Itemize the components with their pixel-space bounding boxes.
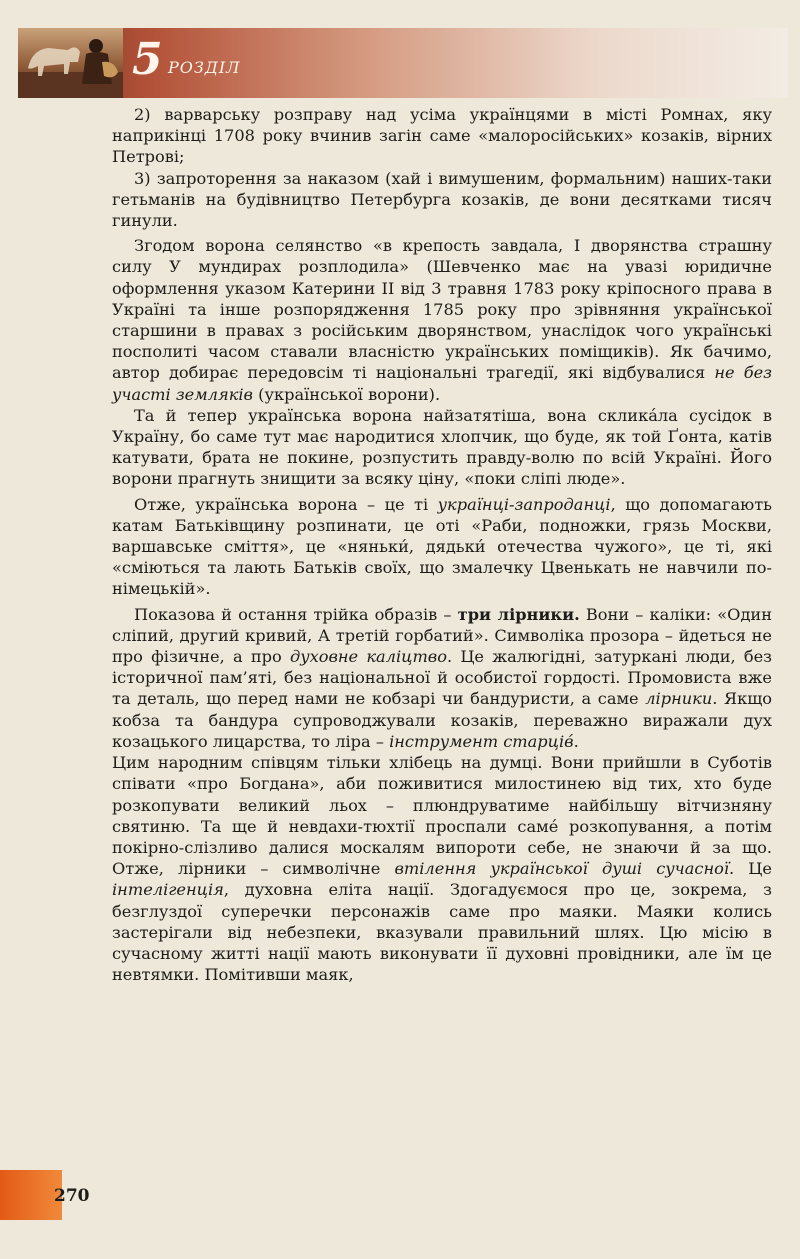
paragraph: [112, 604, 772, 752]
text-segment: 3) запроторення за наказом (хай і вимушеним, формальним) наших-таки гетьманів на будівництво Петербурга козаків, де вони десятками тисяч гинули.: [112, 168, 772, 231]
paragraph: [112, 235, 772, 405]
paragraph: [112, 752, 772, 985]
text-segment: інструмент старців́: [389, 731, 574, 751]
text-segment: Отже, українська ворона – це ті: [134, 494, 438, 514]
text-segment: три лірники.: [457, 604, 580, 624]
text-segment: втілення української душі сучасної: [394, 859, 730, 879]
text-segment: . Це жалюгідні, затуркані люди, без історичної пам’яті, без національної й особистої гордості. Промовиста вже та деталь, що перед нами не кобзарі чи бандуристи, а саме: [112, 647, 772, 709]
page-number: 270: [54, 1186, 90, 1206]
text-segment: духовне каліцтво: [289, 647, 447, 667]
chapter-header: [18, 28, 788, 98]
text-segment: лірники: [645, 689, 713, 709]
text-segment: (української ворони).: [252, 384, 441, 404]
text-segment: Цим народним співцям тільки хлібець на думці. Вони прийшли в Суботів співати «про Богдана», аби поживитися милостинею від тих, хто буде розкопувати великий льох – плюндруватиме найбільшу вітчизняну святиню. Та ще й невдахи-тюхтії проспали саме́ розкопування, а потім покірно-слізливо далися москалям випороти себе, не знаючи й за що. Отже, лірники – символічне: [112, 753, 772, 879]
text-segment: не без участі земляків: [112, 363, 773, 404]
paragraph: [112, 405, 772, 490]
body-text: [112, 104, 772, 985]
text-segment: Показова й остання трійка образів –: [134, 604, 458, 624]
paragraph: [112, 494, 772, 600]
text-segment: , духовна еліта нації. Здогадуємося про це, зокрема, з безглуздої суперечки персонажів саме про маяки. Маяки колись застерігали від небезпеки, вказували правильний шлях. Цю місію в сучасному житті нації мають виконувати її духовні провідники, але їм це невтямки. Помітивши маяк,: [112, 880, 772, 985]
text-segment: інтелігенція: [112, 880, 224, 900]
text-segment: . Це: [729, 859, 772, 879]
text-segment: українці-запроданці: [437, 494, 611, 514]
paragraph: [112, 168, 772, 232]
text-segment: .: [573, 731, 579, 751]
text-segment: 2) варварську розправу над усіма українцями в місті Ромнах, яку наприкінці 1708 року вчинив загін саме «малоросійських» козаків, вірних Петрові;: [112, 105, 772, 167]
text-segment: Та й тепер українська ворона найзатятіша, вона склика́ла сусідок в Україну, бо саме тут має народитися хлопчик, що буде, як той Ґонта, катів катувати, брата не покине, розпустить правду-волю по всій Україні. Його ворони прагнуть знищити за всяку ціну, «поки сліпі люде».: [112, 405, 772, 489]
kobzar-horse-illustration: [18, 28, 123, 98]
text-segment: . Якщо кобза та бандура супроводжували козаків, переважно виражали дух козацького лицарства, то ліра –: [112, 689, 772, 751]
page-marker: [0, 1170, 62, 1220]
text-segment: Згодом ворона селянство «в крепость завдала, І дворянства страшну силу У мундирах розплодила» (Шевченко має на увазі юридичне оформлення указом Катерини II від 3 травня 1783 року кріпосного права в Україні та інше розпорядження 1785 року про зрівняння української старшини в правах з російським дворянством, унаслідок чого українські посполиті часом ставали власністю українських поміщиків). Як бачимо, автор добирає передовсім ті національні трагедії, які відбувалися: [112, 236, 772, 383]
paragraph: [112, 104, 772, 168]
text-segment: Вони – каліки: «Один сліпий, другий кривий, А третій горбатий». Символіка прозора – йдеться не про фізичне, а про: [112, 604, 772, 667]
chapter-number: 5: [132, 34, 163, 85]
text-segment: , що допомагають катам Батьківщину розпинати, це оті «Раби, подножки, грязь Москви, варшавське сміття», це «няньки́, дядьки́ отечества чужого», це ті, які «сміються та лають Батьків своїх, що змалечку Цвенькать не навчили по-німецькій».: [112, 494, 772, 599]
chapter-illustration: [18, 28, 123, 98]
chapter-label: РОЗДІЛ: [168, 58, 241, 77]
